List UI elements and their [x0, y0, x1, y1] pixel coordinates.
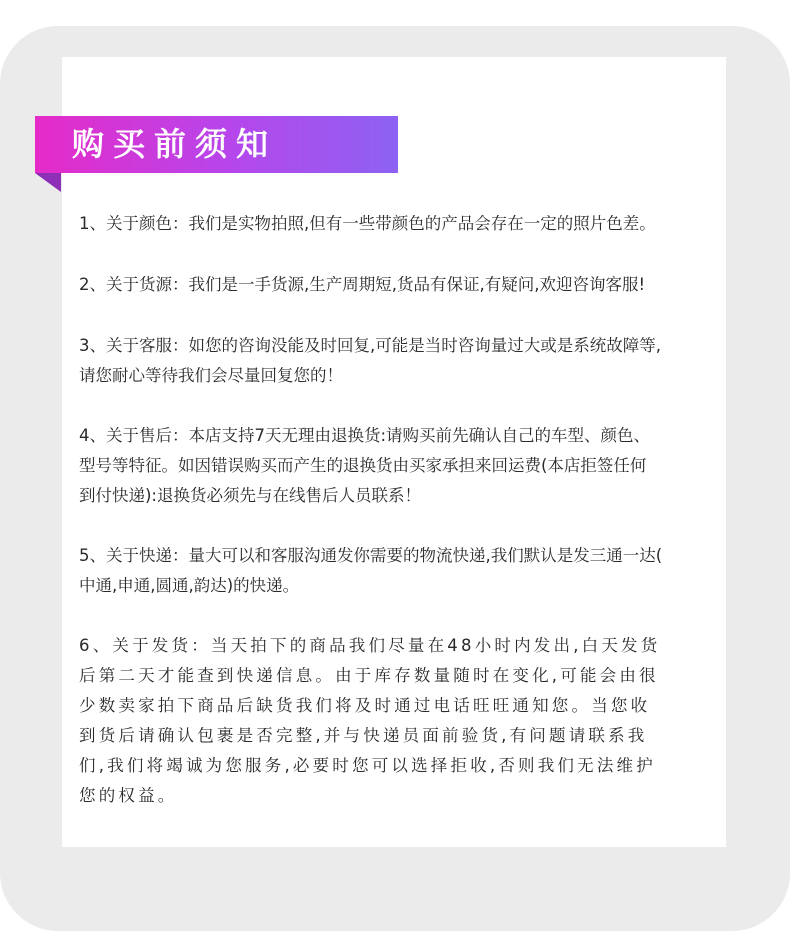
notice-line: 请您耐心等待我们会尽量回复您的！ [79, 366, 343, 385]
title-banner-fold [35, 173, 61, 192]
notice-line: 1、关于颜色：我们是实物拍照,但有一些带颜色的产品会存在一定的照片色差。 [79, 214, 656, 233]
notice-line: 2、关于货源：我们是一手货源,生产周期短,货品有保证,有疑问,欢迎咨询客服! [79, 275, 646, 294]
notice-shipping [79, 631, 719, 811]
notice-line: 后第二天才能查到快递信息。由于库存数量随时在变化,可能会由很 [79, 666, 659, 685]
notice-line: 型号等特征。如因错误购买而产生的退换货由买家承担来回运费(本店拒签任何 [79, 456, 647, 475]
notice-source [79, 270, 719, 300]
notice-line: 少数卖家拍下商品后缺货我们将及时通过电话旺旺通知您。当您收 [79, 696, 651, 715]
notice-after-sales [79, 421, 719, 511]
notice-line: 到付快递):退换货必须先与在线售后人员联系！ [79, 486, 421, 505]
notice-line: 3、关于客服：如您的咨询没能及时回复,可能是当时咨询量过大或是系统故障等, [79, 336, 661, 355]
notice-line: 到货后请确认包裹是否完整,并与快递员面前验货,有问题请联系我 [79, 726, 648, 745]
notice-service [79, 331, 719, 391]
notice-color [79, 209, 719, 239]
notice-line: 6、关于发货：当天拍下的商品我们尽量在48小时内发出,白天发货 [79, 636, 661, 655]
notice-line: 中通,申通,圆通,韵达)的快递。 [79, 576, 300, 595]
notice-line: 4、关于售后：本店支持7天无理由退换货:请购买前先确认自己的车型、颜色、 [79, 426, 651, 445]
page-title: 购买前须知 [72, 125, 278, 163]
notice-line: 您的权益。 [79, 786, 178, 805]
notice-express [79, 541, 719, 601]
notice-line: 们,我们将竭诚为您服务,必要时您可以选择拒收,否则我们无法维护 [79, 756, 656, 775]
notice-line: 5、关于快递：量大可以和客服沟通发你需要的物流快递,我们默认是发三通一达( [79, 546, 663, 565]
